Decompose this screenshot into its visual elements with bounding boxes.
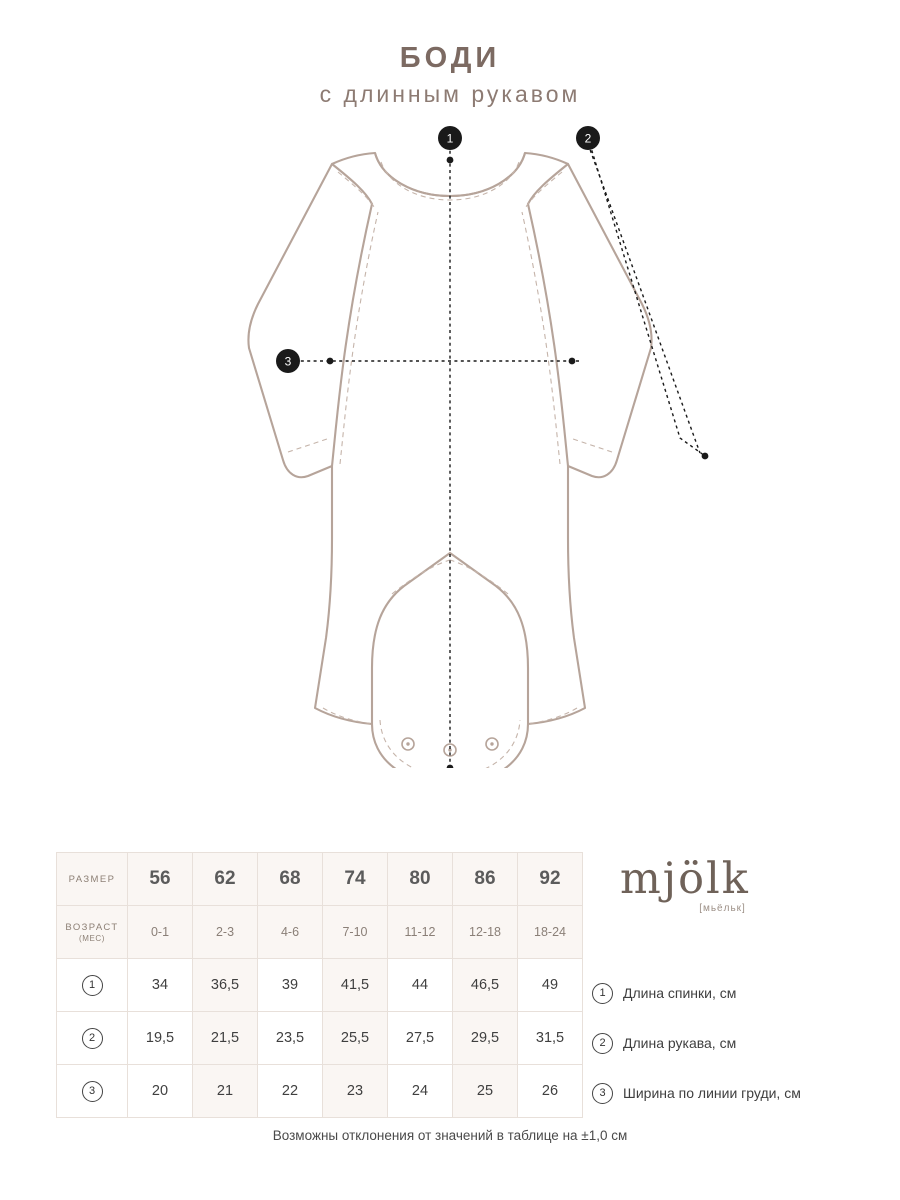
measure-cell: 19,5: [128, 1012, 193, 1065]
measure-cell: 39: [258, 959, 323, 1012]
measure-cell: 44: [388, 959, 453, 1012]
svg-text:3: 3: [284, 354, 292, 369]
age-cell: 18-24: [518, 906, 583, 959]
measure-cell: 31,5: [518, 1012, 583, 1065]
measure-cell: 49: [518, 959, 583, 1012]
page-subtitle: с длинным рукавом: [319, 81, 581, 108]
measure-badge: 1: [82, 975, 103, 996]
size-cell: 92: [518, 853, 583, 906]
legend-badge-3: 3: [592, 1083, 613, 1104]
measure-cell: 25: [453, 1065, 518, 1118]
table-row: [57, 959, 583, 1012]
svg-text:2: 2: [584, 131, 592, 146]
table-row-age: [57, 906, 583, 959]
table-row: [57, 1012, 583, 1065]
measure-badge-cell: [57, 959, 128, 1012]
measure-cell: 23,5: [258, 1012, 323, 1065]
marker-1: [438, 126, 462, 150]
size-table-wrap: [56, 852, 583, 1118]
garment-illustration: [0, 108, 900, 768]
legend: [592, 968, 801, 1118]
size-cell: 56: [128, 853, 193, 906]
size-cell: 86: [453, 853, 518, 906]
tolerance-note: Возможны отклонения от значений в таблице на ±1,0 см: [272, 1128, 628, 1143]
svg-text:1: 1: [446, 131, 454, 146]
measure-line-1: [447, 138, 454, 768]
measure-cell: 26: [518, 1065, 583, 1118]
size-cell: 68: [258, 853, 323, 906]
legend-item: [592, 968, 801, 1018]
brand-logo: [620, 854, 750, 914]
measure-badge-cell: [57, 1012, 128, 1065]
measure-cell: 36,5: [193, 959, 258, 1012]
age-cell: 12-18: [453, 906, 518, 959]
measure-cell: 27,5: [388, 1012, 453, 1065]
measure-cell: 46,5: [453, 959, 518, 1012]
measure-cell: 25,5: [323, 1012, 388, 1065]
age-cell: 7-10: [323, 906, 388, 959]
size-cell: 80: [388, 853, 453, 906]
measure-cell: 29,5: [453, 1012, 518, 1065]
legend-label: Длина спинки, см: [623, 985, 737, 1001]
row-header-age: [57, 906, 128, 959]
age-cell: 0-1: [128, 906, 193, 959]
row-header-age-sub: (МЕС): [78, 933, 106, 943]
legend-badge-1: 1: [592, 983, 613, 1004]
page-header: [0, 0, 900, 108]
legend-label: Длина рукава, см: [623, 1035, 737, 1051]
marker-2: [576, 126, 600, 150]
measure-badge: 2: [82, 1028, 103, 1049]
page-title: БОДИ: [399, 42, 501, 74]
row-header-age-label: ВОЗРАСТ: [65, 921, 119, 933]
size-cell: 74: [323, 853, 388, 906]
measure-cell: 21,5: [193, 1012, 258, 1065]
measure-badge: 3: [82, 1081, 103, 1102]
measure-cell: 34: [128, 959, 193, 1012]
age-cell: 11-12: [388, 906, 453, 959]
measure-badge-cell: [57, 1065, 128, 1118]
row-header-size: [57, 853, 128, 906]
measure-line-3: [288, 358, 580, 365]
measure-cell: 22: [258, 1065, 323, 1118]
measure-cell: 24: [388, 1065, 453, 1118]
age-cell: 2-3: [193, 906, 258, 959]
marker-3: [276, 349, 300, 373]
measure-cell: 41,5: [323, 959, 388, 1012]
measure-cell: 20: [128, 1065, 193, 1118]
brand-transliteration: [мьёльк]: [699, 903, 746, 914]
measure-cell: 21: [193, 1065, 258, 1118]
row-header-size-label: РАЗМЕР: [68, 873, 116, 885]
size-table: [56, 852, 583, 1118]
table-row-size: [57, 853, 583, 906]
size-cell: 62: [193, 853, 258, 906]
legend-item: [592, 1018, 801, 1068]
legend-item: [592, 1068, 801, 1118]
age-cell: 4-6: [258, 906, 323, 959]
legend-label: Ширина по линии груди, см: [623, 1085, 801, 1101]
table-row: [57, 1065, 583, 1118]
brand-name: mjölk: [620, 854, 750, 904]
legend-badge-2: 2: [592, 1033, 613, 1054]
measure-line-2: [588, 138, 708, 459]
measure-cell: 23: [323, 1065, 388, 1118]
